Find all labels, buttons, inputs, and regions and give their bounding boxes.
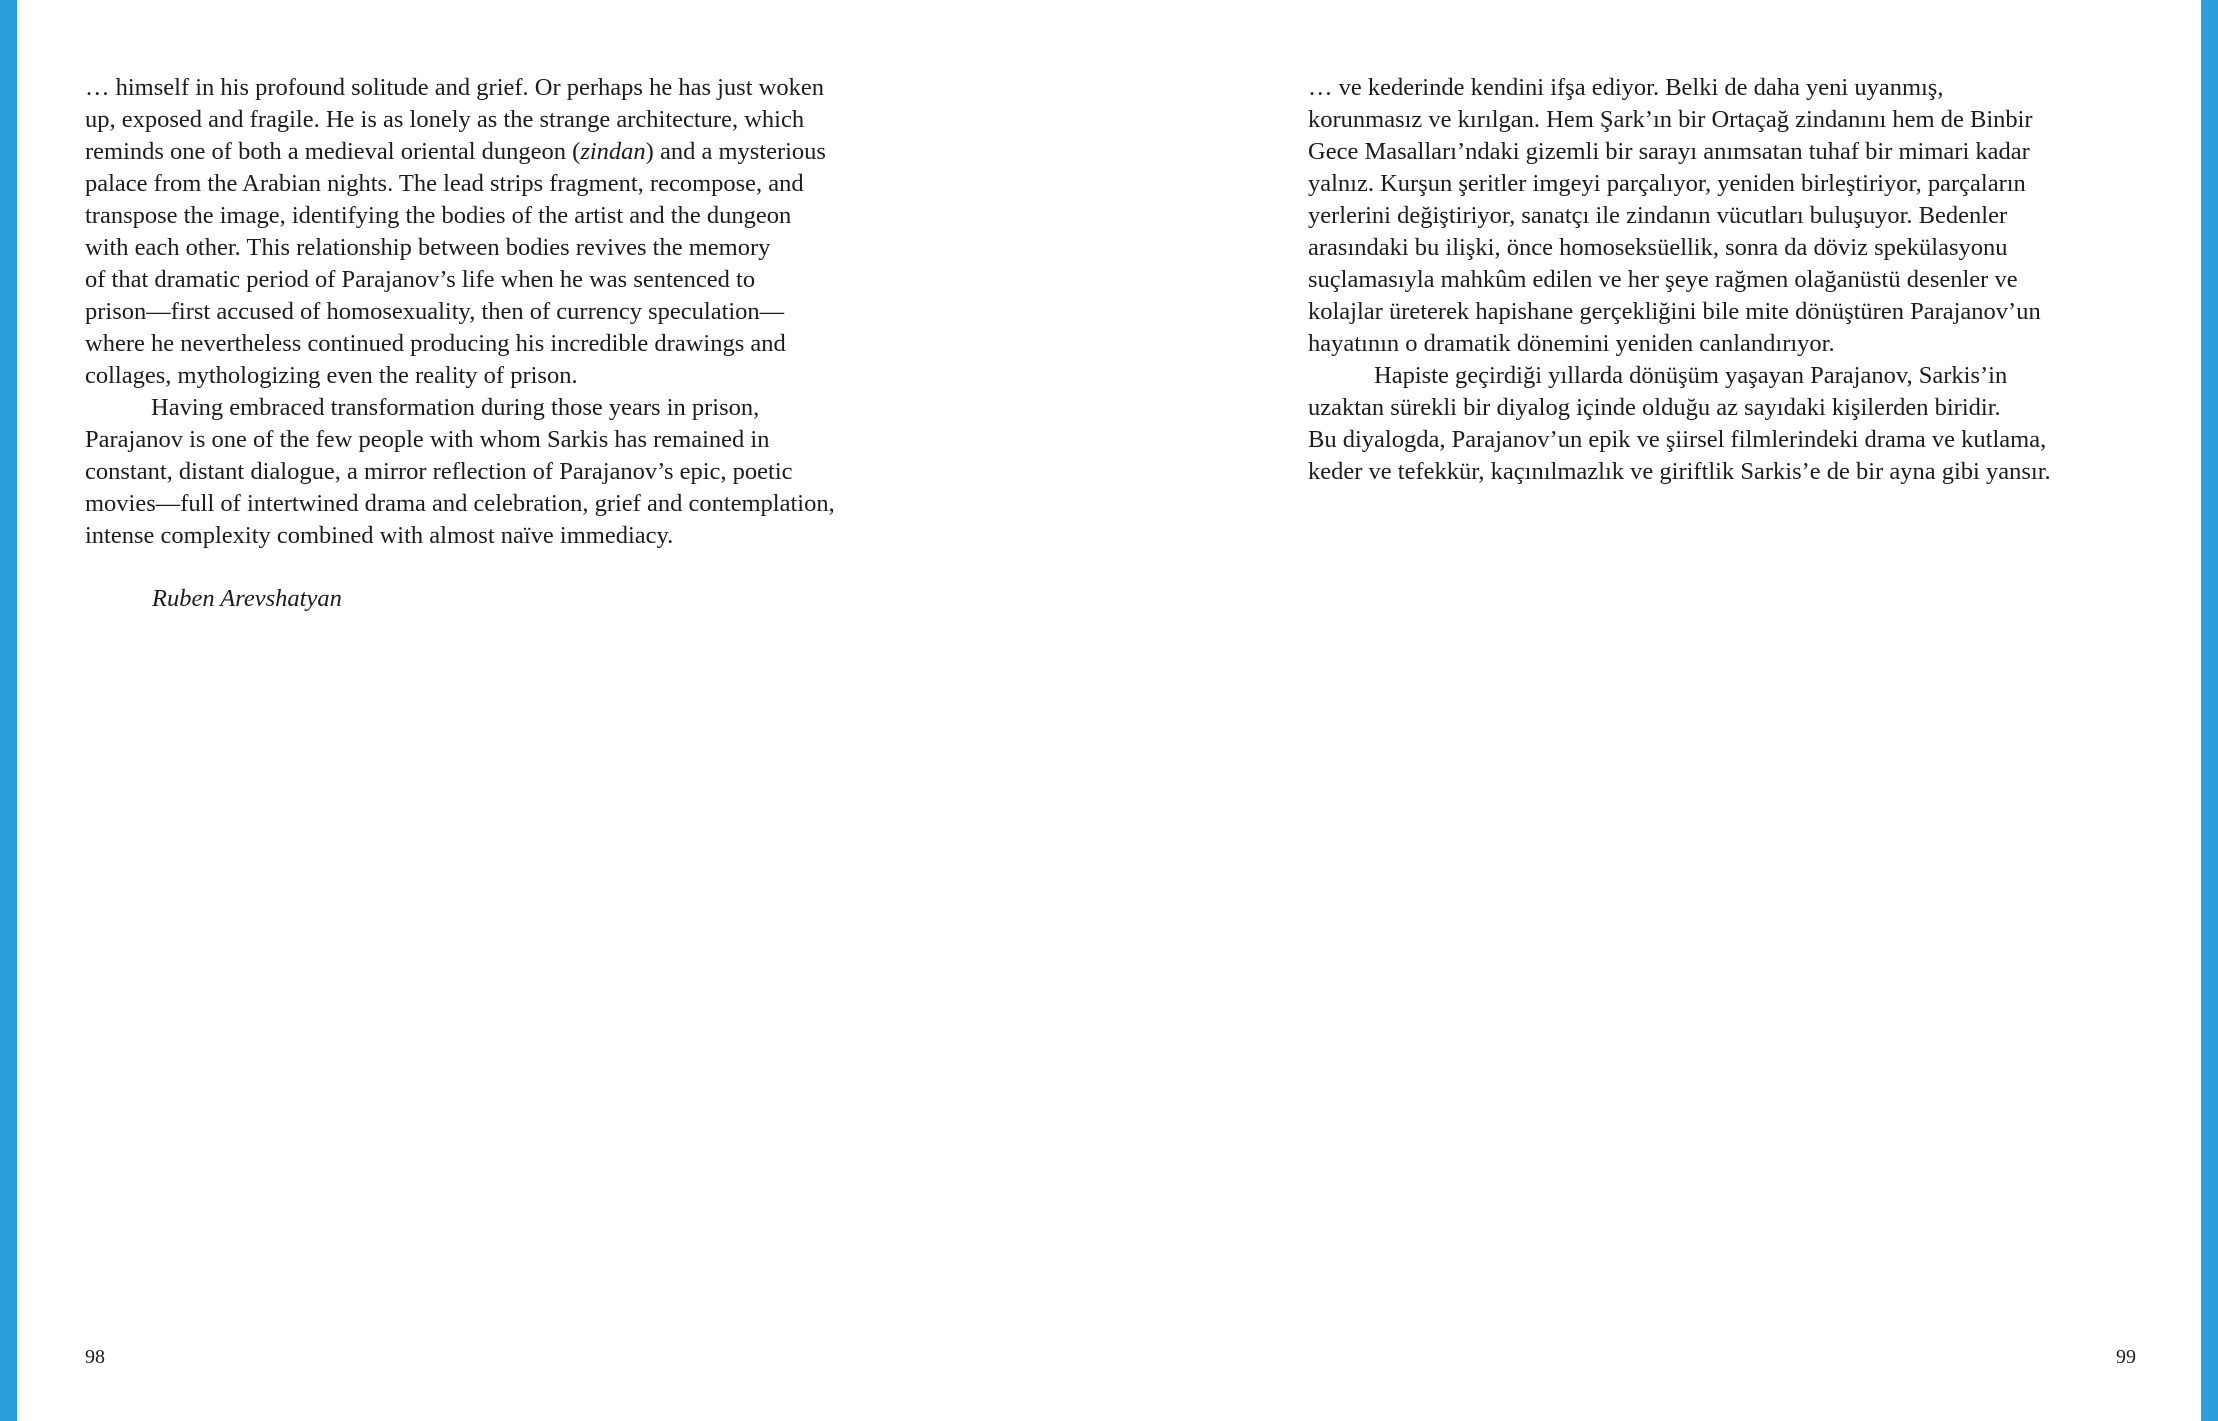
body-line: hayatının o dramatik dönemini yeniden canlandırıyor.: [1308, 330, 1835, 357]
body-line: [85, 136, 915, 168]
body-line: Bu diyalogda, Parajanov’un epik ve şiirsel filmlerindeki drama ve kutlama,: [1308, 426, 2047, 453]
page-number-right: 99: [2116, 1346, 2136, 1368]
right-page-body: [1308, 72, 2138, 488]
body-line: with each other. This relationship between bodies revives the memory: [85, 234, 771, 261]
right-page: [1308, 0, 2138, 1421]
body-line: yerlerini değiştiriyor, sanatçı ile zindanın vücutları buluşuyor. Bedenler: [1308, 202, 2008, 229]
body-line: collages, mythologizing even the reality of prison.: [85, 362, 578, 389]
body-line: transpose the image, identifying the bodies of the artist and the dungeon: [85, 202, 792, 229]
body-line: arasındaki bu ilişki, önce homoseksüellik, sonra da döviz spekülasyonu: [1308, 234, 2008, 261]
page-number-left: 98: [85, 1346, 105, 1368]
left-page-body: [85, 72, 915, 552]
author-signature: Ruben Arevshatyan: [152, 585, 342, 612]
body-line: keder ve tefekkür, kaçınılmazlık ve giriftlik Sarkis’e de bir ayna gibi yansır.: [1308, 458, 2051, 485]
body-line-part: ) and a mysterious: [645, 138, 826, 165]
body-line: prison—first accused of homosexuality, then of currency speculation—: [85, 298, 785, 325]
body-line: kolajlar üreterek hapishane gerçekliğini bile mite dönüştüren Parajanov’un: [1308, 298, 2041, 325]
body-line: … ve kederinde kendini ifşa ediyor. Belki de daha yeni uyanmış,: [1308, 74, 1944, 101]
body-line: constant, distant dialogue, a mirror reflection of Parajanov’s epic, poetic: [85, 458, 793, 485]
body-line: Having embraced transformation during those years in prison,: [151, 394, 760, 421]
body-line: Hapiste geçirdiği yıllarda dönüşüm yaşayan Parajanov, Sarkis’in: [1374, 362, 2008, 389]
body-line: yalnız. Kurşun şeritler imgeyi parçalıyor, yeniden birleştiriyor, parçaların: [1308, 170, 2026, 197]
italic-term-zindan: zindan: [580, 138, 646, 165]
body-line: palace from the Arabian nights. The lead strips fragment, recompose, and: [85, 170, 804, 197]
body-line: Gece Masalları’ndaki gizemli bir sarayı anımsatan tuhaf bir mimari kadar: [1308, 138, 2030, 165]
body-line: intense complexity combined with almost naïve immediacy.: [85, 522, 674, 549]
body-line: where he nevertheless continued producing his incredible drawings and: [85, 330, 786, 357]
body-line: of that dramatic period of Parajanov’s life when he was sentenced to: [85, 266, 756, 293]
left-edge-bar: [0, 0, 17, 1421]
right-edge-bar: [2201, 0, 2218, 1421]
body-line: up, exposed and fragile. He is as lonely as the strange architecture, which: [85, 106, 805, 133]
body-line-part: reminds one of both a medieval oriental dungeon (: [85, 138, 581, 165]
body-line: korunmasız ve kırılgan. Hem Şark’ın bir Ortaçağ zindanını hem de Binbir: [1308, 106, 2033, 133]
body-line: movies—full of intertwined drama and celebration, grief and contemplation,: [85, 490, 835, 517]
body-line: … himself in his profound solitude and grief. Or perhaps he has just woken: [85, 74, 824, 101]
body-line: Parajanov is one of the few people with whom Sarkis has remained in: [85, 426, 770, 453]
left-page: [85, 0, 915, 1421]
body-line: suçlamasıyla mahkûm edilen ve her şeye rağmen olağanüstü desenler ve: [1308, 266, 2018, 293]
body-line: uzaktan sürekli bir diyalog içinde olduğu az sayıdaki kişilerden biridir.: [1308, 394, 2001, 421]
